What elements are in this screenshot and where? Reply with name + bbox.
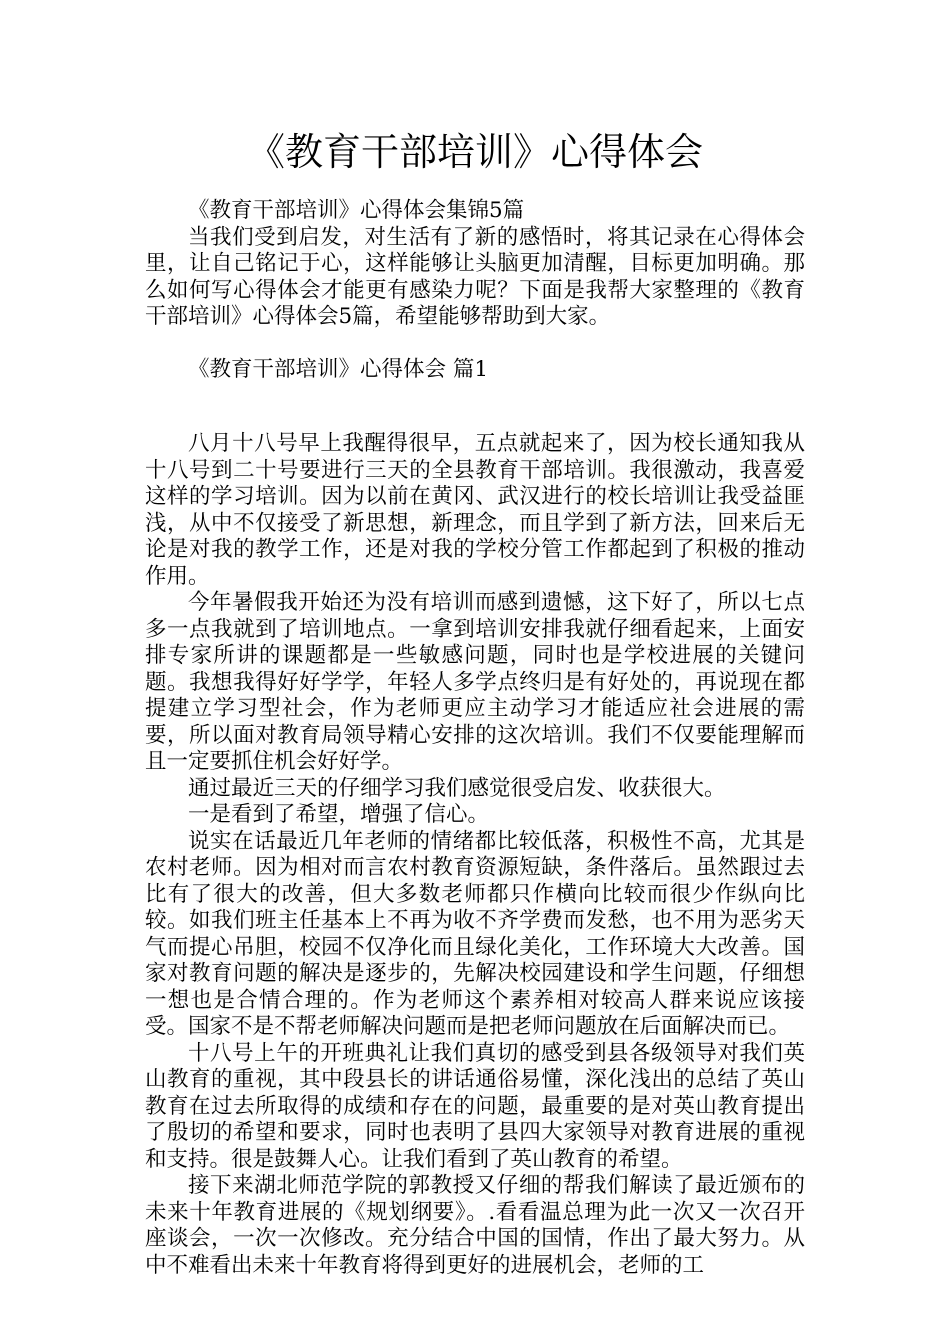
- document-title: 《教育干部培训》心得体会: [246, 130, 703, 174]
- document-body: [145, 198, 805, 1279]
- section-heading-1: 《教育干部培训》心得体会 篇1: [188, 356, 489, 382]
- paragraph: 十八号上午的开班典礼让我们真切的感受到县各级领导对我们英山教育的重视，其中段县长的讲话通俗易懂，深化浅出的总结了英山教育在过去所取得的成绩和存在的问题，最重要的是对英山教育提出了殷切的希望和要求，同时也表明了县四大家领导对教育进展的重视和支持。很是鼓舞人心。让我们看到了英山教育的希望。: [145, 1040, 805, 1172]
- paragraph: 说实在话最近几年老师的情绪都比较低落，积极性不高，尤其是农村老师。因为相对而言农村教育资源短缺，条件落后。虽然跟过去比有了很大的改善，但大多数老师都只作横向比较而很少作纵向比较。如我们班主任基本上不再为收不齐学费而发愁，也不用为恶劣天气而提心吊胆，校园不仅净化而且绿化美化，工作环境大大改善。国家对教育问题的解决是逐步的，先解决校园建设和学生问题，仔细想一想也是合情合理的。作为老师这个素养相对较高人群来说应该接受。国家不是不帮老师解决问题而是把老师问题放在后面解决而已。: [145, 828, 805, 1039]
- paragraph: 一是看到了希望，增强了信心。: [188, 802, 490, 827]
- paragraph-subtitle: 《教育干部培训》心得体会集锦5篇: [188, 198, 525, 223]
- paragraph: 通过最近三天的仔细学习我们感觉很受启发、收获很大。: [188, 775, 726, 801]
- paragraph-intro: 当我们受到启发，对生活有了新的感悟时，将其记录在心得体会里，让自己铭记于心，这样能够让头脑更加清醒，目标更加明确。那么如何写心得体会才能更有感染力呢？下面是我帮大家整理的《教育干部培训》心得体会5篇，希望能够帮助到大家。: [145, 224, 805, 329]
- paragraph: 接下来湖北师范学院的郭教授又仔细的帮我们解读了最近颁布的未来十年教育进展的《规划纲要》。.看看温总理为此一次又一次召开座谈会，一次一次修改。充分结合中国的国情，作出了最大努力。从中不难看出未来十年教育将得到更好的进展机会，老师的工: [145, 1173, 805, 1278]
- paragraph: 八月十八号早上我醒得很早，五点就起来了，因为校长通知我从十八号到二十号要进行三天的全县教育干部培训。我很激动，我喜爱这样的学习培训。因为以前在黄冈、武汉进行的校长培训让我受益匪浅，从中不仅接受了新思想，新理念，而且学到了新方法，回来后无论是对我的教学工作，还是对我的学校分管工作都起到了积极的推动作用。: [145, 431, 805, 589]
- paragraph: 今年暑假我开始还为没有培训而感到遗憾，这下好了，所以七点多一点我就到了培训地点。一拿到培训安排我就仔细看起来，上面安排专家所讲的课题都是一些敏感问题，同时也是学校进展的关键问题。我想我得好好学学，年轻人多学点终归是有好处的，再说现在都提建立学习型社会，作为老师更应主动学习才能适应社会进展的需要，所以面对教育局领导精心安排的这次培训。我们不仅要能理解而且一定要抓住机会好好学。: [145, 590, 805, 774]
